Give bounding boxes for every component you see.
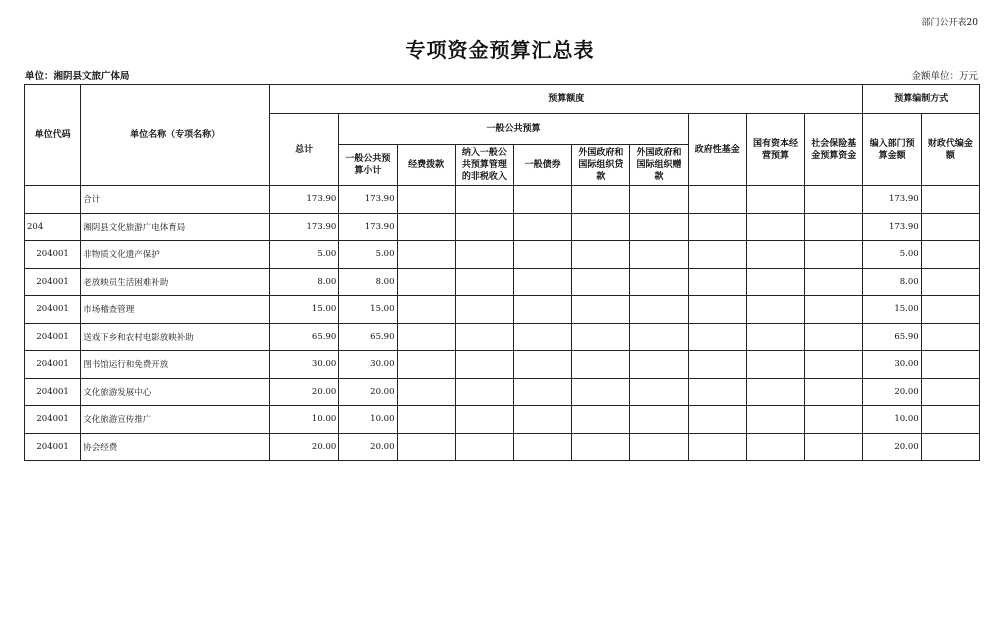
table-row [25, 433, 980, 461]
cell-empty [513, 323, 571, 351]
cell-empty [805, 351, 863, 379]
header-non-tax-income: 纳入一般公共预算管理的非税收入 [455, 145, 513, 186]
cell-empty [455, 433, 513, 461]
cell-code: 204001 [25, 241, 81, 269]
cell-empty [397, 433, 455, 461]
cell-empty [572, 213, 630, 241]
table-row [25, 213, 980, 241]
cell-empty [921, 268, 979, 296]
header-general-bonds: 一般债券 [513, 145, 571, 186]
cell-empty [572, 186, 630, 214]
cell-empty [688, 268, 746, 296]
cell-empty [572, 296, 630, 324]
cell-dept-compile: 15.00 [863, 296, 921, 324]
cell-empty [397, 351, 455, 379]
cell-total: 10.00 [269, 406, 338, 434]
cell-empty [746, 406, 804, 434]
cell-total: 5.00 [269, 241, 338, 269]
cell-dept-compile: 8.00 [863, 268, 921, 296]
cell-empty [397, 378, 455, 406]
cell-gp-subtotal: 5.00 [339, 241, 397, 269]
cell-empty [572, 241, 630, 269]
cell-empty [455, 351, 513, 379]
cell-empty [746, 433, 804, 461]
page-title: 专项资金预算汇总表 [405, 38, 595, 62]
cell-empty [630, 296, 688, 324]
cell-dept-compile: 20.00 [863, 378, 921, 406]
cell-empty [630, 378, 688, 406]
cell-empty [746, 296, 804, 324]
cell-empty [572, 433, 630, 461]
budget-table [24, 84, 980, 461]
cell-empty [397, 406, 455, 434]
table-row [25, 268, 980, 296]
cell-name: 协会经费 [81, 433, 270, 461]
cell-code: 204 [25, 213, 81, 241]
cell-total: 173.90 [269, 213, 338, 241]
cell-name: 老放映员生活困难补助 [81, 268, 270, 296]
table-row [25, 186, 980, 214]
cell-empty [455, 268, 513, 296]
cell-empty [805, 378, 863, 406]
cell-empty [572, 406, 630, 434]
cell-total: 65.90 [269, 323, 338, 351]
cell-empty [805, 186, 863, 214]
cell-empty [921, 351, 979, 379]
cell-empty [921, 378, 979, 406]
cell-empty [688, 241, 746, 269]
cell-code: 204001 [25, 296, 81, 324]
cell-empty [921, 241, 979, 269]
cell-empty [746, 241, 804, 269]
unit-label: 单位：湘阴县文旅广体局 [25, 71, 130, 82]
cell-name: 非物质文化遗产保护 [81, 241, 270, 269]
cell-dept-compile: 173.90 [863, 213, 921, 241]
cell-empty [397, 268, 455, 296]
cell-empty [455, 241, 513, 269]
cell-empty [513, 268, 571, 296]
cell-empty [805, 323, 863, 351]
cell-empty [455, 406, 513, 434]
cell-empty [805, 406, 863, 434]
cell-dept-compile: 30.00 [863, 351, 921, 379]
cell-gp-subtotal: 15.00 [339, 296, 397, 324]
cell-empty [513, 186, 571, 214]
cell-dept-compile: 20.00 [863, 433, 921, 461]
cell-name: 文化旅游发展中心 [81, 378, 270, 406]
cell-empty [455, 186, 513, 214]
cell-empty [513, 213, 571, 241]
cell-empty [397, 213, 455, 241]
cell-empty [746, 378, 804, 406]
cell-gp-subtotal: 8.00 [339, 268, 397, 296]
table-header [25, 85, 980, 186]
cell-empty [397, 296, 455, 324]
table-row [25, 351, 980, 379]
cell-empty [397, 323, 455, 351]
table-row [25, 323, 980, 351]
cell-empty [688, 323, 746, 351]
cell-empty [688, 213, 746, 241]
cell-code [25, 186, 81, 214]
header-gp-subtotal: 一般公共预算小计 [339, 145, 397, 186]
cell-empty [921, 186, 979, 214]
cell-empty [746, 213, 804, 241]
cell-name: 市场稽查管理 [81, 296, 270, 324]
header-finance-compile: 财政代编金额 [921, 114, 979, 186]
cell-dept-compile: 65.90 [863, 323, 921, 351]
cell-gp-subtotal: 173.90 [339, 186, 397, 214]
cell-total: 30.00 [269, 351, 338, 379]
cell-empty [455, 213, 513, 241]
header-unit-code: 单位代码 [25, 85, 81, 186]
header-budget-amount: 预算额度 [269, 85, 862, 114]
cell-name: 图书馆运行和免费开放 [81, 351, 270, 379]
header-gov-fund: 政府性基金 [688, 114, 746, 186]
cell-empty [805, 296, 863, 324]
amount-unit-label: 金额单位：万元 [911, 71, 978, 82]
cell-gp-subtotal: 20.00 [339, 378, 397, 406]
cell-empty [921, 406, 979, 434]
header-general-public-budget: 一般公共预算 [339, 114, 688, 145]
cell-empty [513, 433, 571, 461]
cell-gp-subtotal: 65.90 [339, 323, 397, 351]
cell-name: 送戏下乡和农村电影放映补助 [81, 323, 270, 351]
cell-empty [630, 186, 688, 214]
cell-code: 204001 [25, 351, 81, 379]
header-foreign-grants: 外国政府和国际组织赠款 [630, 145, 688, 186]
cell-empty [805, 433, 863, 461]
cell-total: 173.90 [269, 186, 338, 214]
cell-empty [746, 186, 804, 214]
cell-total: 8.00 [269, 268, 338, 296]
header-social-insurance: 社会保险基金预算资金 [805, 114, 863, 186]
cell-empty [921, 323, 979, 351]
table-row [25, 406, 980, 434]
cell-empty [921, 296, 979, 324]
cell-empty [397, 241, 455, 269]
header-fee-allocation: 经费拨款 [397, 145, 455, 186]
header-foreign-loans: 外国政府和国际组织贷款 [572, 145, 630, 186]
header-unit-name: 单位名称（专项名称） [81, 85, 270, 186]
cell-empty [455, 323, 513, 351]
cell-total: 15.00 [269, 296, 338, 324]
cell-empty [688, 406, 746, 434]
cell-empty [688, 296, 746, 324]
header-compile-method: 预算编制方式 [863, 85, 980, 114]
cell-empty [805, 241, 863, 269]
cell-empty [513, 351, 571, 379]
header-dept-compile: 编入部门预算金额 [863, 114, 921, 186]
cell-code: 204001 [25, 433, 81, 461]
form-number: 部门公开表20 [921, 18, 978, 28]
cell-empty [572, 268, 630, 296]
cell-dept-compile: 5.00 [863, 241, 921, 269]
cell-name: 湘阴县文化旅游广电体育局 [81, 213, 270, 241]
cell-code: 204001 [25, 268, 81, 296]
cell-empty [513, 378, 571, 406]
cell-empty [572, 323, 630, 351]
cell-empty [572, 351, 630, 379]
table-body [25, 186, 980, 461]
cell-gp-subtotal: 20.00 [339, 433, 397, 461]
table-row [25, 296, 980, 324]
cell-gp-subtotal: 173.90 [339, 213, 397, 241]
cell-empty [455, 296, 513, 324]
cell-empty [688, 351, 746, 379]
cell-empty [630, 268, 688, 296]
cell-empty [630, 213, 688, 241]
cell-empty [746, 351, 804, 379]
cell-empty [746, 268, 804, 296]
cell-total: 20.00 [269, 378, 338, 406]
table-row [25, 378, 980, 406]
cell-empty [688, 378, 746, 406]
cell-empty [513, 296, 571, 324]
cell-code: 204001 [25, 323, 81, 351]
cell-empty [513, 241, 571, 269]
header-state-capital: 国有资本经营预算 [746, 114, 804, 186]
cell-empty [921, 213, 979, 241]
cell-dept-compile: 10.00 [863, 406, 921, 434]
cell-empty [630, 406, 688, 434]
cell-name: 文化旅游宣传推广 [81, 406, 270, 434]
cell-total: 20.00 [269, 433, 338, 461]
cell-code: 204001 [25, 378, 81, 406]
cell-gp-subtotal: 10.00 [339, 406, 397, 434]
cell-empty [630, 241, 688, 269]
cell-empty [572, 378, 630, 406]
cell-empty [688, 186, 746, 214]
cell-empty [397, 186, 455, 214]
cell-empty [630, 433, 688, 461]
cell-empty [630, 323, 688, 351]
cell-empty [921, 433, 979, 461]
table-row [25, 241, 980, 269]
cell-empty [805, 268, 863, 296]
cell-code: 204001 [25, 406, 81, 434]
cell-empty [746, 323, 804, 351]
cell-name: 合计 [81, 186, 270, 214]
cell-empty [455, 378, 513, 406]
cell-empty [630, 351, 688, 379]
cell-empty [688, 433, 746, 461]
cell-empty [513, 406, 571, 434]
cell-gp-subtotal: 30.00 [339, 351, 397, 379]
header-total: 总计 [269, 114, 338, 186]
cell-empty [805, 213, 863, 241]
cell-dept-compile: 173.90 [863, 186, 921, 214]
